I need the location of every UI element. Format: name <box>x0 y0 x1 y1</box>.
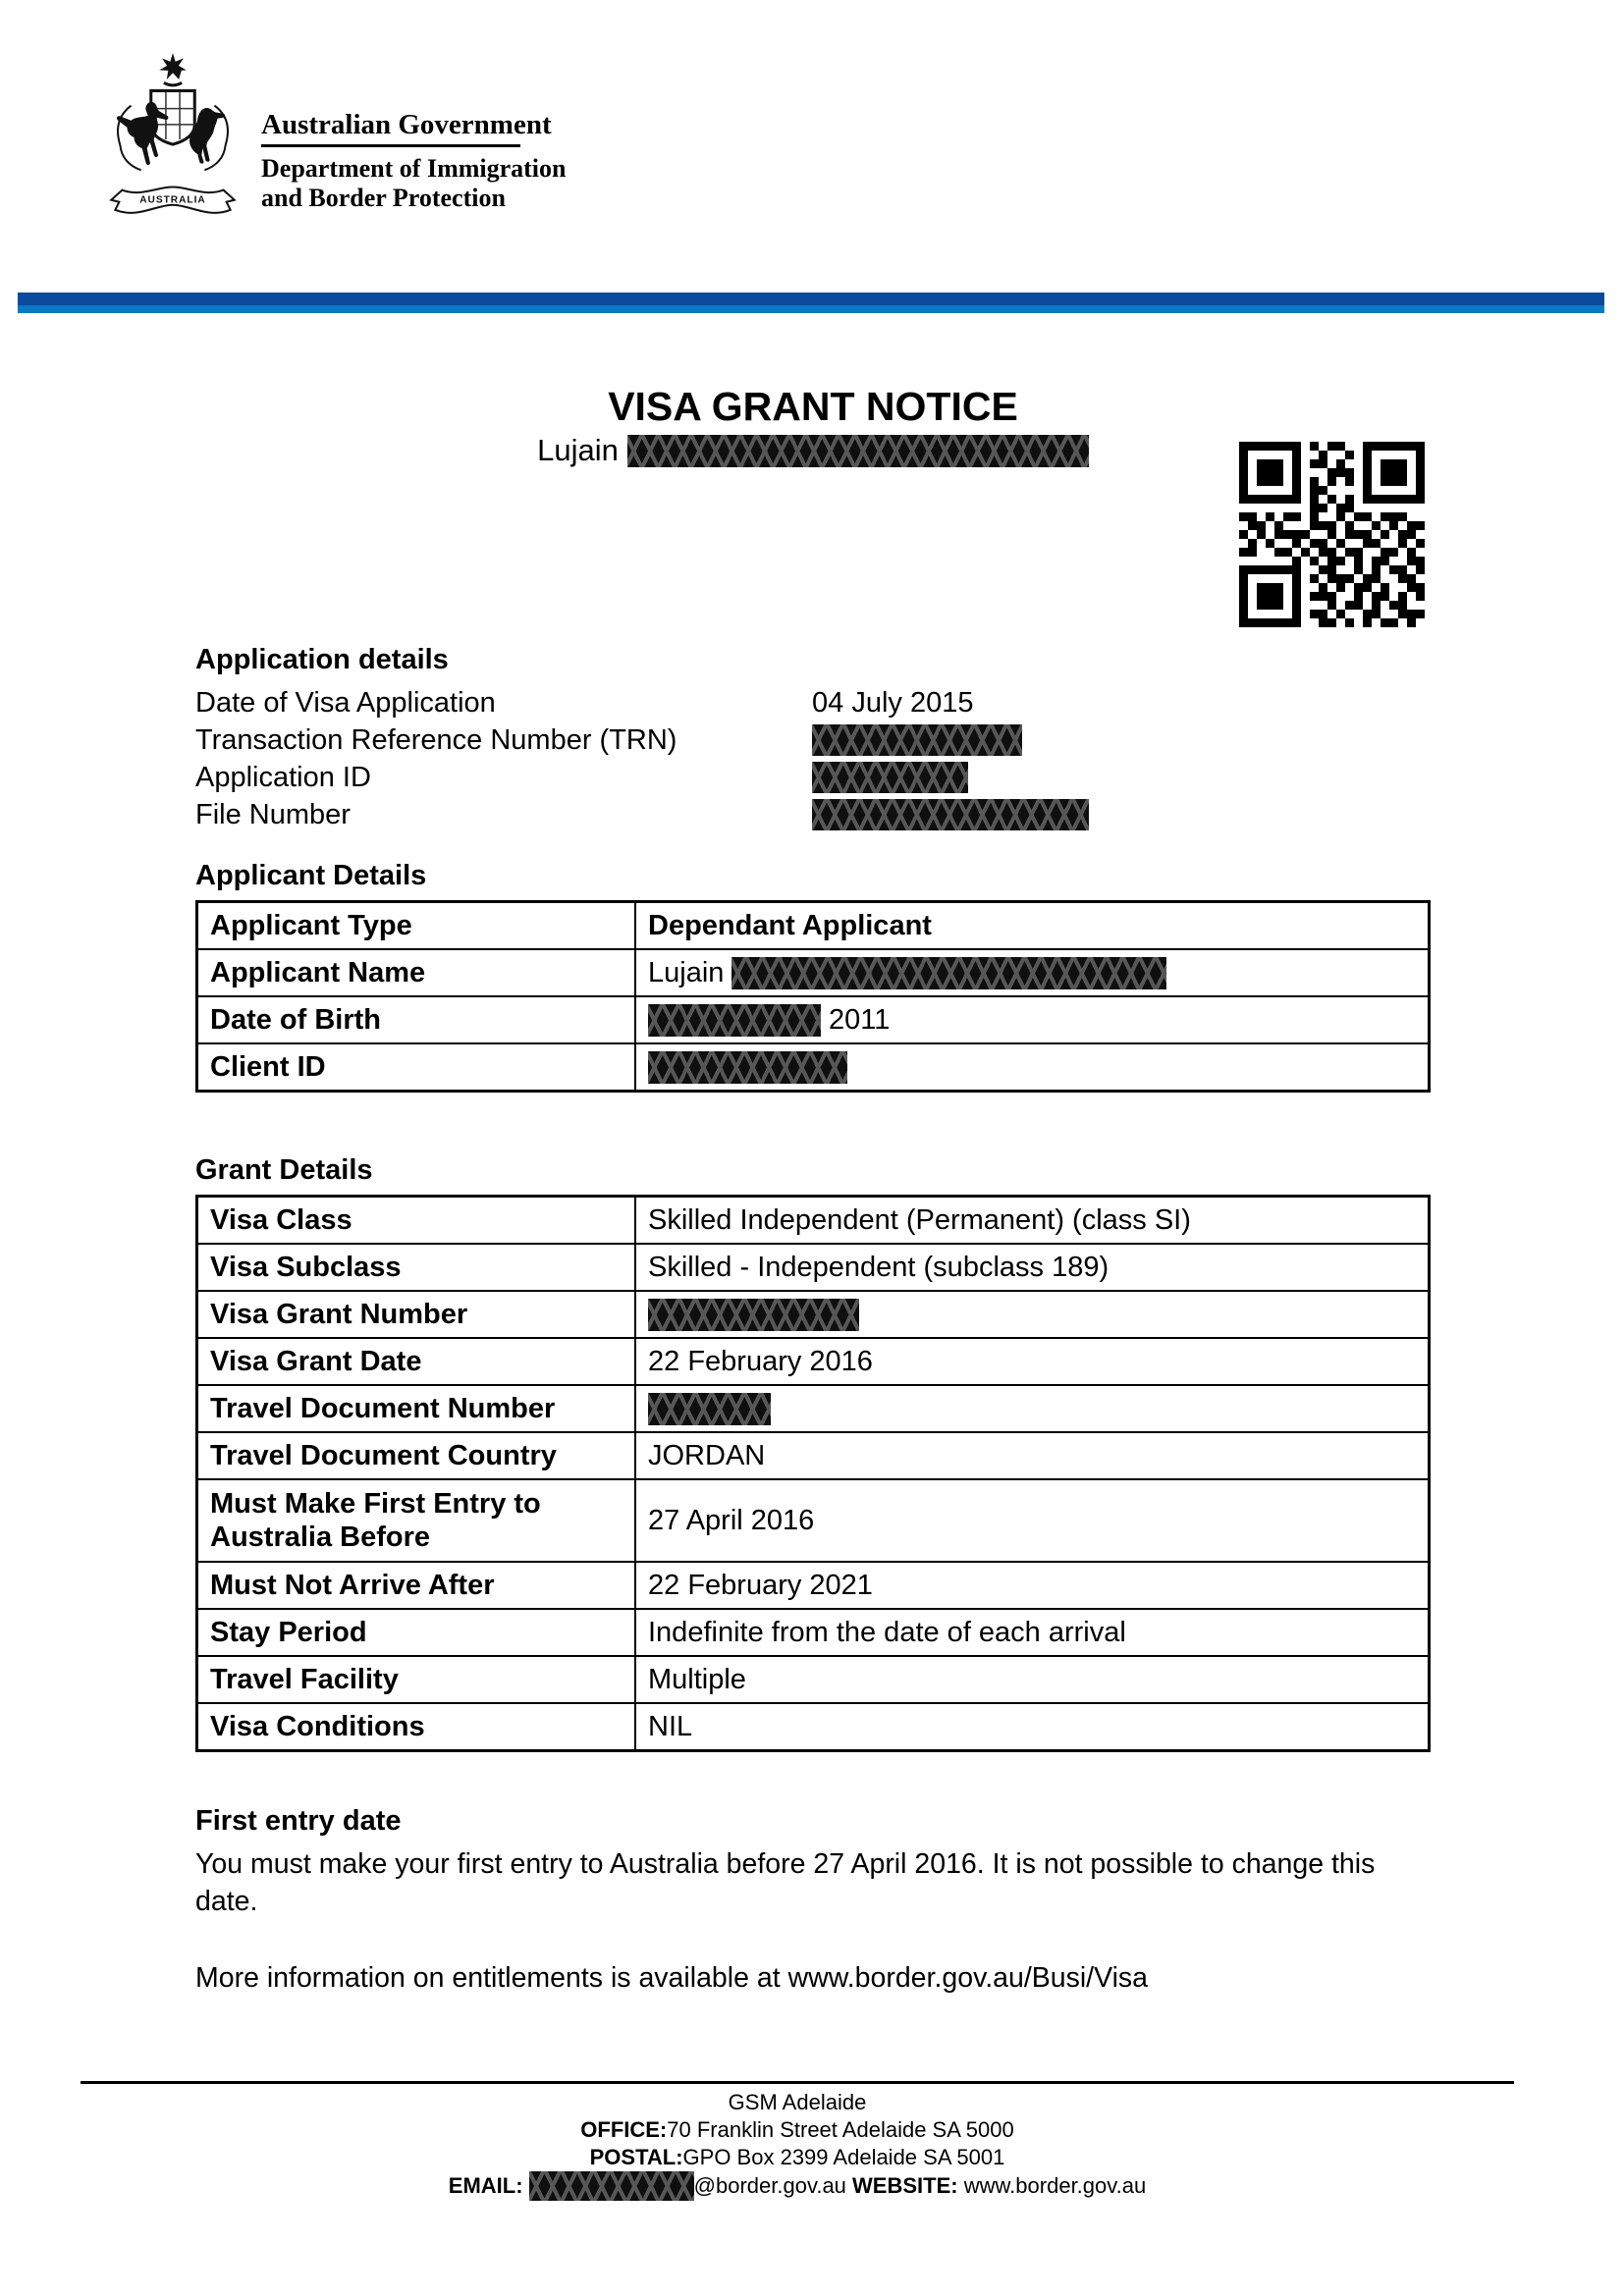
coat-of-arms-icon <box>98 51 247 228</box>
department-name-line1: Department of Immigration <box>261 154 567 183</box>
more-info-text: More information on entitlements is available at www.border.gov.au/Busi/Visa <box>195 1962 1149 1994</box>
blue-bar-light-stripe <box>18 305 1604 313</box>
row-value: Dependant Applicant <box>648 909 932 941</box>
postal-value: GPO Box 2399 Adelaide SA 5001 <box>682 2145 1005 2169</box>
email-label: EMAIL: <box>448 2173 523 2198</box>
applicant-details-table <box>195 900 1431 1093</box>
table-row <box>197 1703 1430 1751</box>
redaction-bar-email <box>529 2171 694 2201</box>
website-value: www.border.gov.au <box>963 2173 1147 2198</box>
field-label: File Number <box>195 798 351 830</box>
row-label: Visa Grant Number <box>197 1291 636 1338</box>
footer-office-name: GSM Adelaide <box>728 2090 867 2114</box>
row-label: Applicant Type <box>197 902 636 950</box>
field-label: Application ID <box>195 761 371 793</box>
commonwealth-star-icon <box>159 53 187 80</box>
application-details-heading: Application details <box>195 644 449 675</box>
row-label: Stay Period <box>197 1609 636 1656</box>
header-blue-bar <box>18 293 1604 313</box>
first-entry-body: You must make your first entry to Australia before 27 April 2016. It is not possible to change this date. <box>195 1848 1376 1917</box>
application-detail-row <box>195 684 1431 721</box>
row-label: Date of Birth <box>197 996 636 1043</box>
postal-label: POSTAL: <box>589 2145 683 2169</box>
footer-postal-line <box>81 2144 1514 2171</box>
website-label: WEBSITE: <box>852 2173 958 2198</box>
row-label: Visa Class <box>197 1197 636 1245</box>
first-entry-heading: First entry date <box>195 1805 402 1837</box>
row-value: NIL <box>635 1703 1430 1751</box>
table-row <box>197 1197 1430 1245</box>
office-value: 70 Franklin Street Adelaide SA 5000 <box>667 2117 1014 2142</box>
row-label: Visa Subclass <box>197 1244 636 1291</box>
application-detail-row <box>195 721 1431 759</box>
row-label: Applicant Name <box>197 949 636 996</box>
redaction-bar-surname <box>627 435 1089 467</box>
row-label: Must Make First Entry to Australia Before <box>197 1479 636 1562</box>
table-row <box>197 949 1430 996</box>
recipient-first-name: Lujain <box>537 433 619 467</box>
row-value: 22 February 2021 <box>635 1562 1430 1609</box>
row-value: Indefinite from the date of each arrival <box>635 1609 1430 1656</box>
application-detail-row <box>195 759 1431 796</box>
application-detail-row <box>195 796 1431 833</box>
row-value: 27 April 2016 <box>635 1479 1430 1562</box>
table-row <box>197 1656 1430 1703</box>
table-row <box>197 1432 1430 1479</box>
row-label: Client ID <box>197 1043 636 1092</box>
row-value: Skilled Independent (Permanent) (class SI) <box>635 1197 1430 1245</box>
document-title: VISA GRANT NOTICE <box>608 384 1018 429</box>
table-row <box>197 1562 1430 1609</box>
row-label: Visa Conditions <box>197 1703 636 1751</box>
table-row <box>197 1244 1430 1291</box>
row-label: Must Not Arrive After <box>197 1562 636 1609</box>
row-label: Travel Facility <box>197 1656 636 1703</box>
table-row <box>197 1291 1430 1338</box>
email-suffix: @border.gov.au <box>693 2173 846 2198</box>
grant-details-section <box>195 1153 1431 1752</box>
grant-details-table <box>195 1195 1431 1752</box>
government-name: Australian Government <box>261 109 552 140</box>
footer-email-line <box>81 2171 1514 2201</box>
first-entry-section <box>195 1804 1431 1997</box>
qr-code <box>1239 442 1425 627</box>
row-value: 22 February 2016 <box>635 1338 1430 1385</box>
redaction-bar-date-of-birth <box>648 1004 821 1037</box>
field-label: Transaction Reference Number (TRN) <box>195 723 677 756</box>
applicant-details-section <box>195 859 1431 1093</box>
field-value: 04 July 2015 <box>812 686 974 719</box>
redaction-bar-file-number <box>812 799 1089 830</box>
redaction-bar-trn <box>812 724 1022 756</box>
blue-bar-dark-stripe <box>18 293 1604 305</box>
government-header <box>98 51 567 228</box>
row-value-suffix: 2011 <box>829 1003 891 1036</box>
redaction-bar-applicant-name <box>731 957 1166 989</box>
grant-details-heading: Grant Details <box>195 1154 373 1186</box>
office-label: OFFICE: <box>580 2117 668 2142</box>
banner-text: AUSTRALIA <box>139 194 206 206</box>
table-row <box>197 1609 1430 1656</box>
redaction-bar-application-id <box>812 762 968 793</box>
footer-divider <box>81 2081 1514 2084</box>
row-value-prefix: Lujain <box>648 956 725 988</box>
department-name-line2: and Border Protection <box>261 184 506 212</box>
redaction-bar-visa-grant-number <box>648 1299 859 1331</box>
redaction-bar-client-id <box>648 1051 847 1084</box>
footer-office-line <box>81 2116 1514 2144</box>
application-details-section <box>195 643 1431 833</box>
header-divider <box>261 144 520 147</box>
field-label: Date of Visa Application <box>195 686 496 719</box>
row-value: JORDAN <box>635 1432 1430 1479</box>
row-label: Travel Document Country <box>197 1432 636 1479</box>
table-row <box>197 1338 1430 1385</box>
row-label: Travel Document Number <box>197 1385 636 1432</box>
redaction-bar-travel-document-number <box>648 1393 771 1425</box>
table-row <box>197 996 1430 1043</box>
table-row <box>197 1479 1430 1562</box>
table-row <box>197 902 1430 950</box>
row-label: Visa Grant Date <box>197 1338 636 1385</box>
table-row <box>197 1043 1430 1092</box>
table-row <box>197 1385 1430 1432</box>
footer <box>81 2081 1514 2201</box>
applicant-details-heading: Applicant Details <box>195 860 427 891</box>
row-value: Skilled - Independent (subclass 189) <box>635 1244 1430 1291</box>
row-value: Multiple <box>635 1656 1430 1703</box>
